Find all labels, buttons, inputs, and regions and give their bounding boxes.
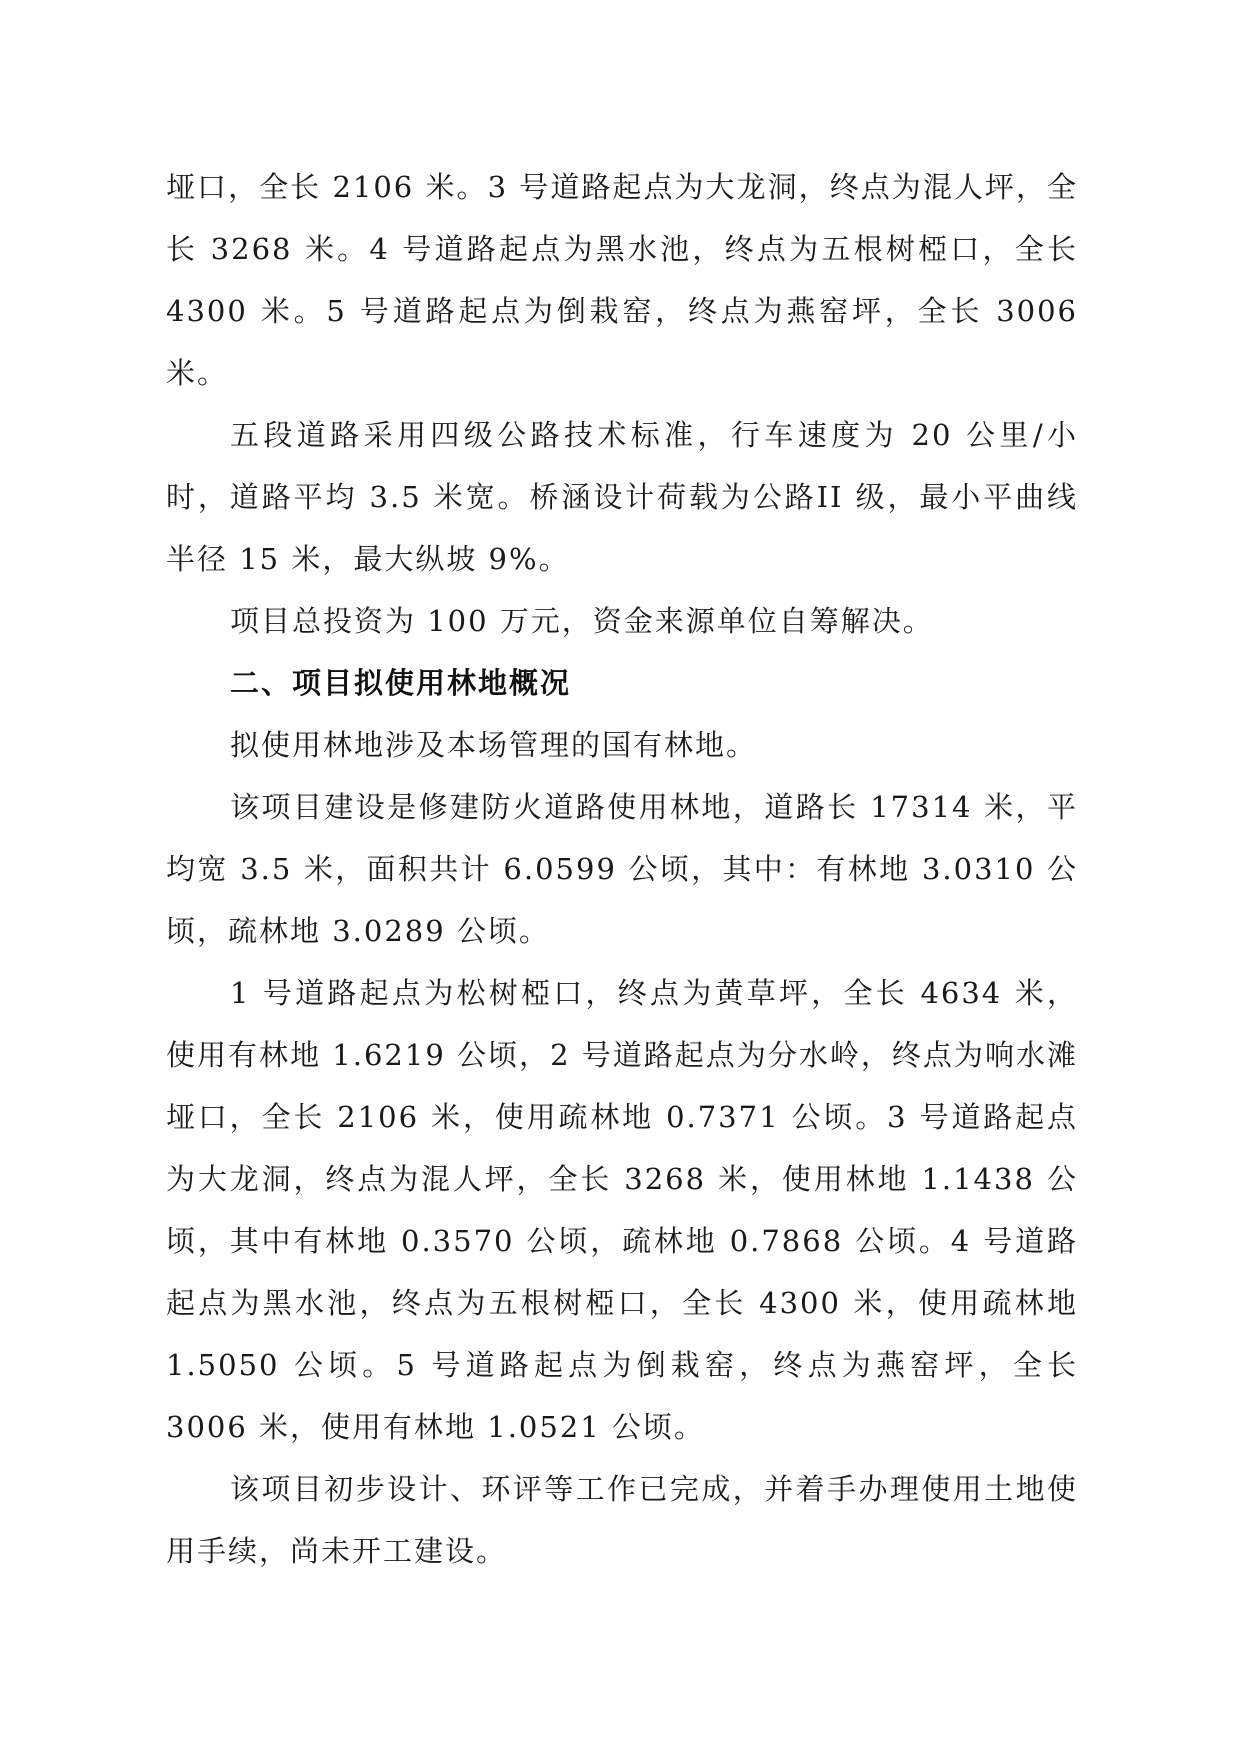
paragraph-status: 该项目初步设计、环评等工作已完成，并着手办理使用土地使用手续，尚未开工建设。 — [166, 1472, 1078, 1568]
paragraph-road-standards: 五段道路采用四级公路技术标准，行车速度为 20 公里/小时，道路平均 3.5 米宽。桥涵设计荷载为公路II 级，最小平曲线半径 15 米，最大纵坡 9%。 — [166, 418, 1078, 576]
document-body — [166, 156, 1078, 1582]
paragraph-forest-scope: 拟使用林地涉及本场管理的国有林地。 — [230, 728, 758, 762]
paragraph-road-details: 1 号道路起点为松树椏口，终点为黄草坪，全长 4634 米，使用有林地 1.6219 公顷，2 号道路起点为分水岭，终点为响水滩垭口，全长 2106 米，使用疏林地 0.7371 公顷。3 号道路起点为大龙洞，终点为混人坪，全长 3268 米，使用林地 1.1438 公顷，其中有林地 0.3570 公顷，疏林地 0.7868 公顷。4 号道路起点为黑水池，终点为五根树椏口，全长 4300 米，使用疏林地 1.5050 公顷。5 号道路起点为倒栽窑，终点为燕窑坪，全长 3006 米，使用有林地 1.0521 公顷。 — [166, 976, 1078, 1444]
paragraph-investment: 项目总投资为 100 万元，资金来源单位自筹解决。 — [230, 604, 934, 638]
section-heading: 二、项目拟使用林地概况 — [230, 666, 572, 700]
paragraph-forest-area: 该项目建设是修建防火道路使用林地，道路长 17314 米，平均宽 3.5 米，面积共计 6.0599 公顷，其中：有林地 3.0310 公顷，疏林地 3.0289 公顷。 — [166, 790, 1078, 948]
paragraph-road-lengths: 垭口，全长 2106 米。3 号道路起点为大龙洞，终点为混人坪，全长 3268 米。4 号道路起点为黑水池，终点为五根树椏口，全长 4300 米。5 号道路起点为倒栽窑，终点为燕窑坪，全长 3006 米。 — [166, 170, 1078, 390]
